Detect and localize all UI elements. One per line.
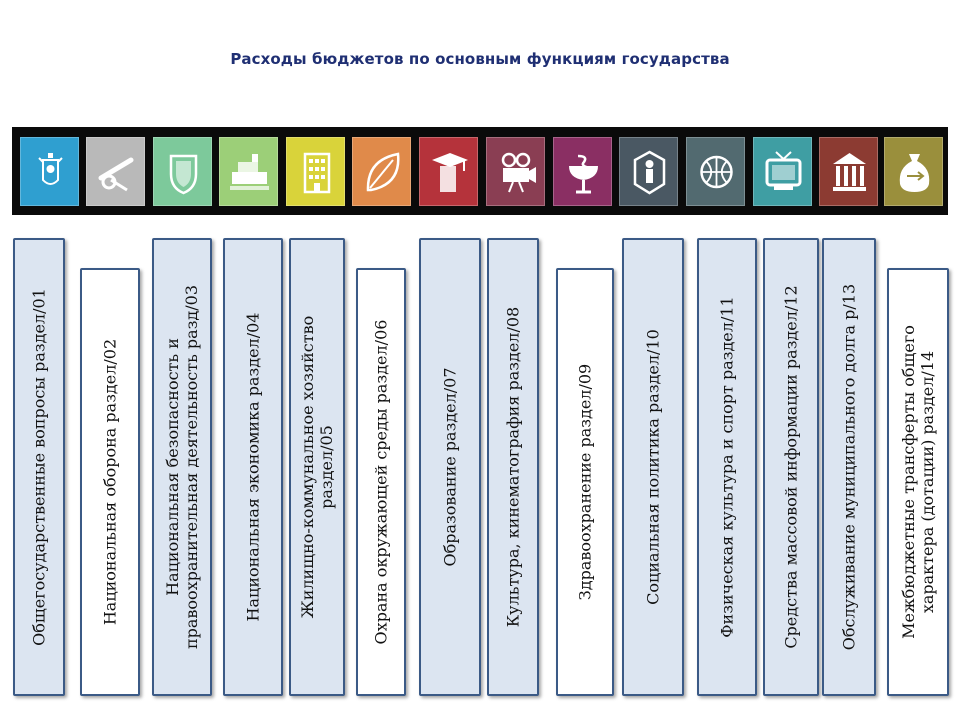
section-column [80, 268, 140, 696]
section-column [152, 238, 212, 696]
section-label-line: Национальная оборона раздел/02 [100, 338, 120, 626]
section-label-line: Национальная экономика раздел/04 [243, 312, 263, 622]
section-column [223, 238, 283, 696]
coat-of-arms-icon [20, 137, 79, 206]
section-column [289, 238, 345, 696]
section-label-line: Средства массовой информации раздел/12 [781, 285, 801, 649]
section-column [697, 238, 757, 696]
leaf-icon [352, 137, 411, 206]
bank-icon [819, 137, 878, 206]
section-column [13, 238, 65, 696]
section-label-line: Социальная политика раздел/10 [643, 329, 663, 605]
section-column [419, 238, 481, 696]
section-column [622, 238, 684, 696]
cannon-icon [86, 137, 145, 206]
section-column [556, 268, 614, 696]
section-label-line: раздел/05 [317, 425, 336, 509]
section-label-line: Образование раздел/07 [440, 367, 460, 567]
section-label-line: Охрана окружающей среды раздел/06 [371, 319, 391, 645]
section-label-line: Физическая культура и спорт раздел/11 [717, 296, 737, 638]
graduation-book-icon [419, 137, 478, 206]
section-column [887, 268, 949, 696]
icon-strip [12, 127, 948, 215]
film-camera-icon [486, 137, 545, 206]
medicine-bowl-snake-icon [553, 137, 612, 206]
social-person-icon [619, 137, 678, 206]
tv-icon [753, 137, 812, 206]
ball-icon [686, 137, 745, 206]
section-column [822, 238, 876, 696]
section-label-line: Общегосударственные вопросы раздел/01 [29, 288, 49, 646]
section-label-line: правоохранительная деятельность разд/03 [182, 284, 201, 650]
page-title: Расходы бюджетов по основным функциям государства [230, 50, 730, 68]
money-bag-icon [884, 137, 943, 206]
section-label-line: Межбюджетные трансферты общего [899, 325, 918, 639]
shield-icon [153, 137, 212, 206]
section-label-line: Национальная безопасность и [163, 338, 182, 596]
section-label-line: характера (дотации) раздел/14 [918, 350, 937, 614]
section-column [487, 238, 539, 696]
section-label-line: Здравоохранение раздел/09 [575, 363, 595, 601]
section-label-line: Обслуживание муниципального долга р/13 [839, 283, 859, 651]
section-column [356, 268, 406, 696]
industry-machine-icon [219, 137, 278, 206]
section-label-line: Жилищно-коммунальное хозяйство [298, 315, 317, 619]
section-column [763, 238, 819, 696]
section-label-line: Культура, кинематография раздел/08 [503, 306, 523, 628]
apartment-building-icon [286, 137, 345, 206]
